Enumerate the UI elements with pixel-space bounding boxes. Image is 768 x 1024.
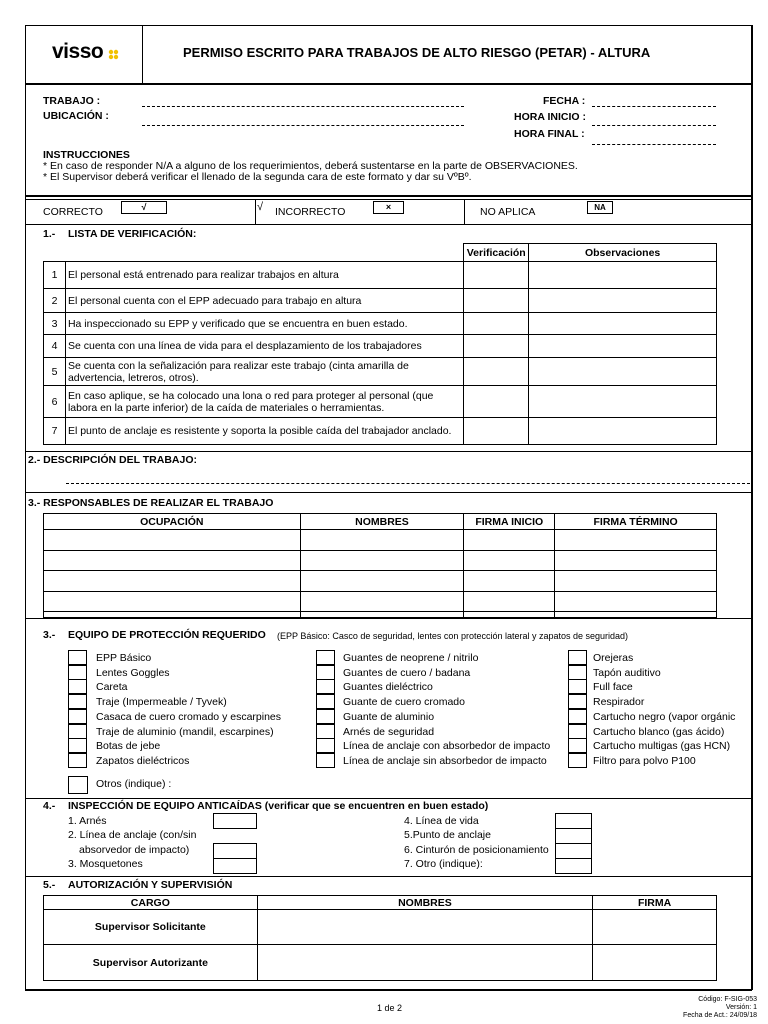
- legend-correcto-box: √: [121, 201, 167, 214]
- epp-checkbox[interactable]: [316, 679, 335, 694]
- epp-checkbox[interactable]: [568, 753, 587, 768]
- epp-item-label: Filtro para polvo P100: [593, 754, 696, 767]
- col-observaciones: Observaciones: [529, 244, 717, 262]
- epp-item-label: Guantes dieléctrico: [343, 681, 433, 694]
- observaciones-cell[interactable]: [529, 289, 717, 313]
- col-verificacion: Verificación: [464, 244, 529, 262]
- frame-bottom: [25, 989, 752, 991]
- header-divider: [142, 25, 143, 83]
- table-row: 2 El personal cuenta con el EPP adecuado para trabajo en altura: [44, 289, 717, 313]
- epp-checkbox[interactable]: [568, 738, 587, 753]
- epp-checkbox[interactable]: [68, 738, 87, 753]
- descripcion-title: 2.- DESCRIPCIÓN DEL TRABAJO:: [28, 454, 197, 466]
- epp-checkbox[interactable]: [316, 650, 335, 665]
- table-row: [44, 592, 717, 612]
- label-hora-final: HORA FINAL :: [514, 128, 585, 140]
- epp-checkbox[interactable]: [568, 679, 587, 694]
- observaciones-cell[interactable]: [529, 358, 717, 386]
- legend-no-aplica: NO APLICA: [480, 206, 536, 218]
- epp-item-label: Careta: [96, 681, 128, 694]
- epp-checkbox[interactable]: [316, 709, 335, 724]
- legend-check-mark: √: [257, 201, 264, 213]
- legend-na-box: NA: [587, 201, 613, 214]
- frame-left: [25, 25, 26, 990]
- label-trabajo: TRABAJO :: [43, 95, 101, 107]
- inspeccion-box-punto-anclaje[interactable]: [555, 828, 592, 844]
- table-row: Supervisor Autorizante: [44, 945, 717, 981]
- inspeccion-box-linea-vida[interactable]: [555, 813, 592, 829]
- epp-checkbox[interactable]: [568, 650, 587, 665]
- instructions-title: INSTRUCCIONES: [43, 149, 130, 161]
- epp-checkbox[interactable]: [316, 665, 335, 680]
- epp-checkbox[interactable]: [68, 679, 87, 694]
- epp-item-label: Traje (Impermeable / Tyvek): [96, 696, 227, 709]
- epp-item-label: Guante de cuero cromado: [343, 696, 465, 709]
- verificacion-cell[interactable]: [464, 386, 529, 418]
- inspeccion-title: INSPECCIÓN DE EQUIPO ANTICAÍDAS (verificar que se encuentren en buen estado): [68, 800, 489, 812]
- epp-item-label: Lentes Goggles: [96, 666, 170, 679]
- responsables-table: OCUPACIÓN NOMBRES FIRMA INICIO FIRMA TÉRMINO: [43, 513, 717, 618]
- legend-incorrecto-box: ×: [373, 201, 404, 214]
- epp-checkbox[interactable]: [316, 738, 335, 753]
- inspeccion-box-otro[interactable]: [555, 858, 592, 874]
- inspeccion-box-linea-anclaje[interactable]: [213, 843, 257, 859]
- verificacion-cell[interactable]: [464, 313, 529, 335]
- field-hora-inicio[interactable]: [592, 125, 716, 126]
- responsables-title: 3.- RESPONSABLES DE REALIZAR EL TRABAJO: [28, 497, 274, 509]
- table-row: [44, 612, 717, 618]
- observaciones-cell[interactable]: [529, 313, 717, 335]
- observaciones-cell[interactable]: [529, 335, 717, 358]
- checklist-title: LISTA DE VERIFICACIÓN:: [68, 228, 197, 240]
- section-number: 1.-: [43, 228, 56, 240]
- verificacion-cell[interactable]: [464, 289, 529, 313]
- epp-checkbox[interactable]: [568, 724, 587, 739]
- otros-label: Otros (indique) :: [96, 778, 172, 790]
- logo-text: visso: [52, 40, 104, 63]
- frame-top: [25, 25, 752, 26]
- legend-correcto: CORRECTO: [43, 206, 103, 218]
- page-number: 1 de 2: [377, 1003, 403, 1013]
- table-row: 1 El personal está entrenado para realizar trabajos en altura: [44, 262, 717, 289]
- epp-checkbox[interactable]: [68, 709, 87, 724]
- epp-item-label: Tapón auditivo: [593, 666, 661, 679]
- autorizacion-title: AUTORIZACIÓN Y SUPERVISIÓN: [68, 879, 233, 891]
- section-number: 4.-: [43, 800, 56, 812]
- epp-item-label: Línea de anclaje sin absorbedor de impacto: [343, 754, 547, 767]
- table-row: 7 El punto de anclaje es resistente y soporta la posible caída del trabajador anclado.: [44, 418, 717, 445]
- epp-item-label: Zapatos dieléctricos: [96, 754, 190, 767]
- epp-checkbox[interactable]: [68, 650, 87, 665]
- inspeccion-item: 7. Otro (indique):: [404, 858, 483, 870]
- verificacion-cell[interactable]: [464, 335, 529, 358]
- epp-item-label: Línea de anclaje con absorbedor de impacto: [343, 740, 551, 753]
- field-ubicacion[interactable]: [142, 125, 464, 126]
- epp-item-label: Botas de jebe: [96, 740, 161, 753]
- table-row: 5 Se cuenta con la señalización para realizar este trabajo (cinta amarilla de advertencia, letreros, otros).: [44, 358, 717, 386]
- label-ubicacion: UBICACIÓN :: [43, 110, 109, 122]
- footer-codigo: Código: F-SIG-053: [698, 996, 757, 1003]
- table-row: 3 Ha inspeccionado su EPP y verificado que se encuentra en buen estado.: [44, 313, 717, 335]
- page-title: PERMISO ESCRITO PARA TRABAJOS DE ALTO RIESGO (PETAR) - ALTURA: [183, 45, 651, 60]
- inspeccion-item: absorvedor de impacto): [79, 844, 190, 856]
- epp-checkbox[interactable]: [68, 694, 87, 709]
- inspeccion-item: 2. Línea de anclaje (con/sin: [68, 829, 197, 841]
- instruction-line: * En caso de responder N/A a alguno de los requerimientos, deberá sustentarse en la parte de OBSERVACIONES.: [43, 160, 578, 172]
- field-trabajo[interactable]: [142, 106, 464, 107]
- epp-item-label: Orejeras: [593, 652, 634, 664]
- table-row: [44, 551, 717, 571]
- table-row: Supervisor Solicitante: [44, 910, 717, 945]
- field-fecha[interactable]: [592, 106, 716, 107]
- observaciones-cell[interactable]: [529, 418, 717, 445]
- epp-item-label: Cartucho multigas (gas HCN): [593, 740, 731, 753]
- epp-item-label: Full face: [593, 681, 633, 694]
- section-number: 3.-: [43, 629, 56, 641]
- logo-cross-icon: [108, 49, 119, 60]
- inspeccion-box-arnes[interactable]: [213, 813, 257, 829]
- epp-checkbox[interactable]: [68, 665, 87, 680]
- epp-checkbox[interactable]: [316, 724, 335, 739]
- epp-title: EQUIPO DE PROTECCIÓN REQUERIDO: [68, 629, 266, 641]
- otros-checkbox[interactable]: [68, 776, 88, 794]
- verificacion-cell[interactable]: [464, 358, 529, 386]
- table-row: 6 En caso aplique, se ha colocado una lona o red para proteger al personal (que labora en la parte inferior) de la caída de materiales o herramientas.: [44, 386, 717, 418]
- epp-item-label: Guantes de cuero / badana: [343, 666, 471, 679]
- footer-version: Versión: 1: [725, 1004, 757, 1011]
- inspeccion-item: 3. Mosquetones: [68, 858, 143, 870]
- epp-item-label: Guante de aluminio: [343, 710, 435, 723]
- section-number: 5.-: [43, 879, 56, 891]
- epp-item-label: Arnés de seguridad: [343, 725, 435, 738]
- inspeccion-box-cinturon[interactable]: [555, 843, 592, 859]
- inspeccion-item: 4. Línea de vida: [404, 815, 479, 827]
- descripcion-field[interactable]: [66, 483, 750, 484]
- epp-checkbox[interactable]: [316, 694, 335, 709]
- inspeccion-item: 1. Arnés: [68, 815, 107, 827]
- inspeccion-box-mosquetones[interactable]: [213, 858, 257, 874]
- inspeccion-item: 5.Punto de anclaje: [404, 829, 491, 841]
- epp-item-label: Respirador: [593, 696, 645, 709]
- epp-subtitle: (EPP Básico: Casco de seguridad, lentes con protección lateral y zapatos de seguridad): [277, 631, 629, 641]
- epp-item-label: Cartucho negro (vapor orgánic: [593, 710, 736, 723]
- observaciones-cell[interactable]: [529, 262, 717, 289]
- epp-item-label: Cartucho blanco (gas ácido): [593, 725, 725, 738]
- footer-fecha: Fecha de Act.: 24/09/18: [683, 1012, 757, 1019]
- verificacion-cell[interactable]: [464, 418, 529, 445]
- epp-item-label: Guantes de neoprene / nitrilo: [343, 652, 479, 664]
- table-row: [44, 571, 717, 592]
- epp-checkbox[interactable]: [68, 724, 87, 739]
- epp-checkbox[interactable]: [316, 753, 335, 768]
- table-row: [44, 530, 717, 551]
- frame-right: [751, 25, 753, 990]
- epp-checkbox[interactable]: [568, 709, 587, 724]
- company-logo: [52, 40, 103, 64]
- epp-item-label: Casaca de cuero cromado y escarpines: [96, 710, 282, 723]
- verificacion-cell[interactable]: [464, 262, 529, 289]
- label-hora-inicio: HORA INICIO :: [514, 111, 586, 123]
- instruction-line: * El Supervisor deberá verificar el llenado de la segunda cara de este formato y dar su VºBº.: [43, 171, 472, 183]
- epp-checkbox[interactable]: [68, 753, 87, 768]
- epp-checkbox[interactable]: [568, 694, 587, 709]
- table-row: 4 Se cuenta con una línea de vida para el desplazamiento de los trabajadores: [44, 335, 717, 358]
- observaciones-cell[interactable]: [529, 386, 717, 418]
- field-hora-final[interactable]: [592, 144, 716, 145]
- checklist-table: [43, 243, 717, 445]
- label-fecha: FECHA :: [543, 95, 586, 107]
- inspeccion-item: 6. Cinturón de posicionamiento: [404, 844, 549, 856]
- legend-incorrecto: INCORRECTO: [275, 206, 346, 218]
- epp-checkbox[interactable]: [568, 665, 587, 680]
- epp-item-label: EPP Básico: [96, 652, 152, 664]
- epp-item-label: Traje de aluminio (mandil, escarpines): [96, 725, 274, 738]
- autorizacion-table: CARGO NOMBRES FIRMA Supervisor Solicitante Supervisor Autorizante: [43, 895, 717, 981]
